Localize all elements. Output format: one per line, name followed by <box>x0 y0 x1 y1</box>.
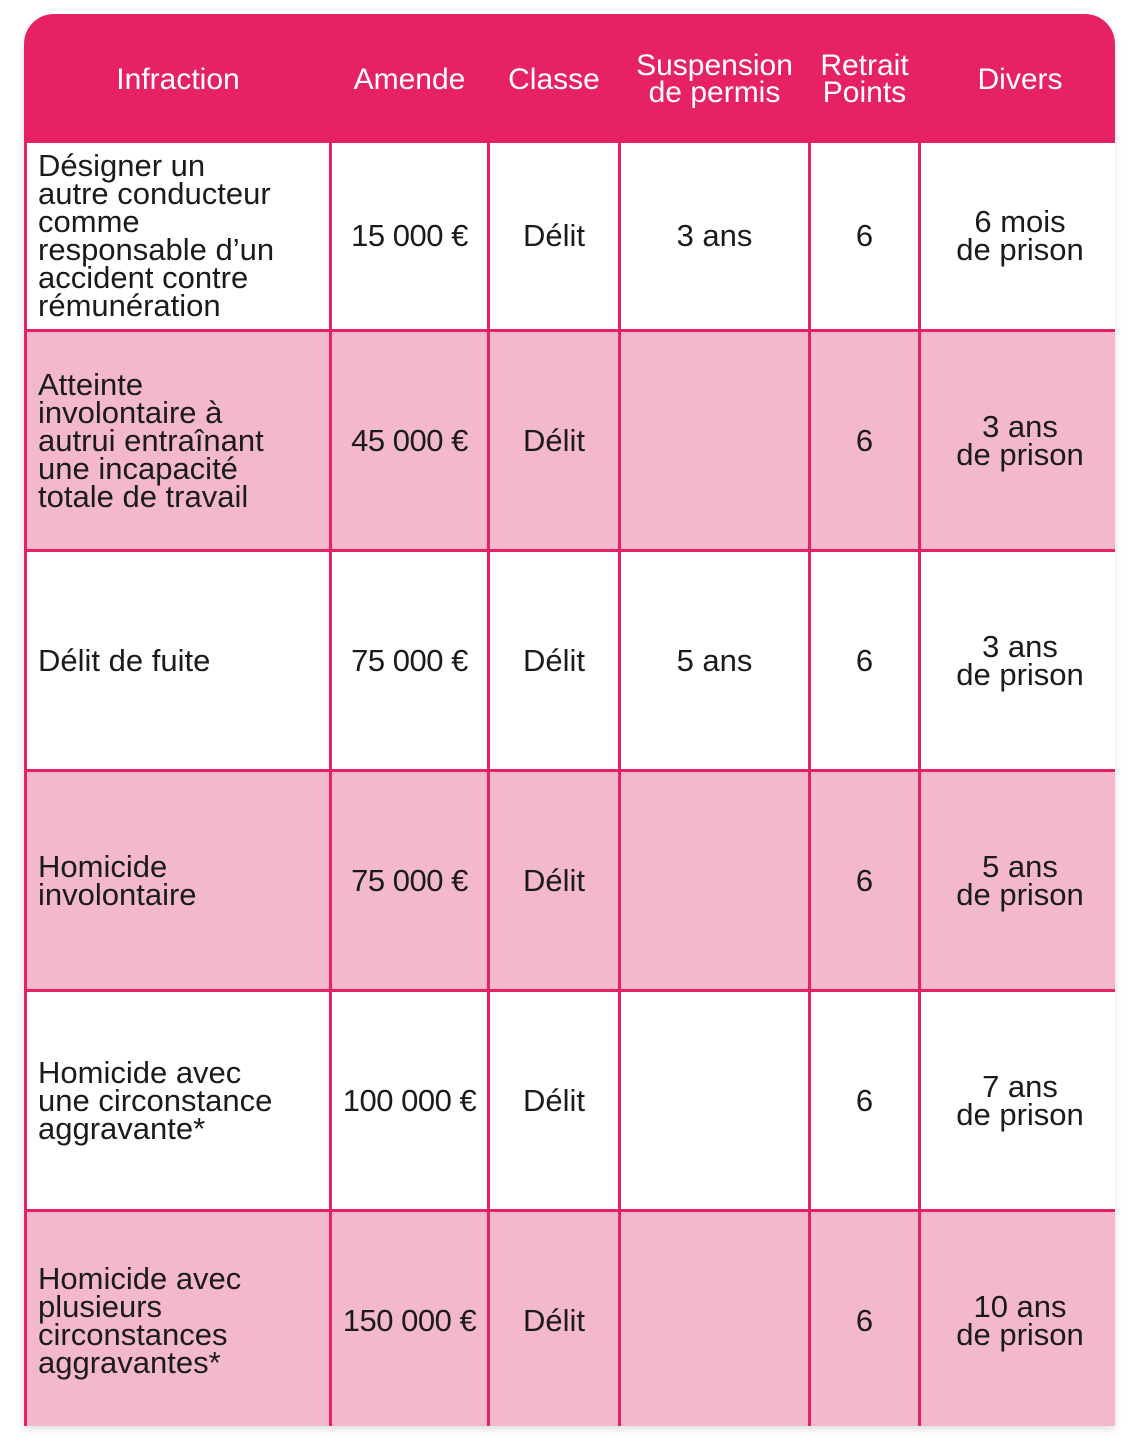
points-value: 6 <box>855 1302 874 1338</box>
header-suspension-line: Suspension <box>636 49 793 82</box>
infraction-text <box>38 148 275 323</box>
suspension-value: 5 ans <box>676 642 753 678</box>
header-classe-line: Classe <box>508 62 600 96</box>
cell-points <box>811 332 918 549</box>
header-classe-label <box>508 62 600 96</box>
divers-text <box>956 848 1084 912</box>
infraction-line: une circonstance <box>38 1082 273 1118</box>
infraction-line: Homicide avec <box>38 1054 242 1090</box>
amende-value: 15 000 € <box>351 218 468 253</box>
divers-line: 10 ans <box>973 1288 1067 1324</box>
header-amende-line: Amende <box>353 62 466 96</box>
infraction-line: accident contre <box>38 260 249 295</box>
header-infraction <box>27 14 329 140</box>
cell-amende <box>332 552 487 769</box>
cell-infraction <box>27 552 329 769</box>
points-value: 6 <box>855 422 874 458</box>
cell-suspension <box>621 992 808 1209</box>
cell-amende <box>332 332 487 549</box>
cell-infraction <box>27 143 329 329</box>
infraction-line: Homicide <box>38 848 168 884</box>
infraction-line: Délit de fuite <box>38 642 211 678</box>
divers-text <box>956 1288 1084 1352</box>
amende-value: 100 000 € <box>342 1082 477 1118</box>
header-divers <box>921 14 1115 140</box>
divers-line: de prison <box>956 1096 1084 1132</box>
divers-line: de prison <box>956 876 1084 912</box>
cell-divers <box>921 992 1115 1209</box>
divers-text <box>956 628 1084 692</box>
classe-value: Délit <box>522 1302 585 1338</box>
cell-classe <box>490 552 618 769</box>
header-points <box>811 14 918 140</box>
header-suspension <box>621 14 808 140</box>
classe-value: Délit <box>522 218 585 253</box>
infraction-line: involontaire <box>38 876 197 912</box>
amende-value: 75 000 € <box>351 642 468 678</box>
cell-suspension <box>621 332 808 549</box>
infraction-line: aggravante* <box>38 1110 206 1146</box>
header-suspension-line: de permis <box>648 76 781 109</box>
points-value: 6 <box>855 862 874 898</box>
divers-text <box>956 204 1084 267</box>
cell-suspension <box>621 552 808 769</box>
divers-line: de prison <box>956 1316 1084 1352</box>
infraction-line: involontaire à <box>38 394 223 430</box>
infraction-line: plusieurs <box>38 1288 163 1324</box>
amende-value: 75 000 € <box>351 862 468 898</box>
suspension-value: 3 ans <box>676 218 753 253</box>
infraction-line: autre conducteur <box>38 176 271 211</box>
cell-points <box>811 143 918 329</box>
header-infraction-line: Infraction <box>116 62 240 96</box>
cell-amende <box>332 1212 487 1426</box>
cell-points <box>811 1212 918 1426</box>
divers-line: 7 ans <box>982 1068 1058 1104</box>
header-suspension-label <box>636 49 793 109</box>
infraction-text <box>38 642 211 678</box>
cell-points <box>811 772 918 989</box>
divers-text <box>956 408 1084 472</box>
cell-classe <box>490 143 618 329</box>
cell-points <box>811 552 918 769</box>
cell-classe <box>490 992 618 1209</box>
infraction-line: Atteinte <box>38 366 144 402</box>
cell-divers <box>921 772 1115 989</box>
infraction-line: Désigner un <box>38 148 206 183</box>
cell-infraction <box>27 332 329 549</box>
infraction-text <box>38 1260 242 1380</box>
classe-value: Délit <box>522 862 585 898</box>
header-divers-line: Divers <box>977 62 1063 96</box>
divers-line: 3 ans <box>982 408 1058 444</box>
cell-classe <box>490 1212 618 1426</box>
cell-infraction <box>27 772 329 989</box>
header-classe <box>490 14 618 140</box>
divers-line: de prison <box>956 656 1084 692</box>
classe-value: Délit <box>522 1082 585 1118</box>
cell-divers <box>921 552 1115 769</box>
divers-line: 3 ans <box>982 628 1058 664</box>
infraction-text <box>38 1054 273 1146</box>
classe-value: Délit <box>522 422 585 458</box>
cell-classe <box>490 332 618 549</box>
cell-amende <box>332 772 487 989</box>
infraction-text <box>38 848 197 912</box>
points-value: 6 <box>855 218 874 253</box>
divers-line: de prison <box>956 436 1084 472</box>
amende-value: 45 000 € <box>351 422 468 458</box>
points-value: 6 <box>855 642 874 678</box>
amende-value: 150 000 € <box>342 1302 477 1338</box>
divers-line: de prison <box>956 232 1084 267</box>
header-infraction-label <box>116 62 240 96</box>
infraction-line: Homicide avec <box>38 1260 242 1296</box>
divers-line: 6 mois <box>974 204 1066 239</box>
header-points-line: Points <box>822 76 907 109</box>
infraction-line: autrui entraînant <box>38 422 264 458</box>
cell-infraction <box>27 1212 329 1426</box>
penalties-table-frame <box>24 14 1115 1426</box>
cell-amende <box>332 992 487 1209</box>
cell-divers <box>921 143 1115 329</box>
cell-suspension <box>621 143 808 329</box>
cell-classe <box>490 772 618 989</box>
cell-suspension <box>621 1212 808 1426</box>
infraction-line: comme <box>38 204 140 239</box>
cell-infraction <box>27 992 329 1209</box>
divers-line: 5 ans <box>982 848 1058 884</box>
infraction-line: rémunération <box>38 288 221 323</box>
infraction-text <box>38 366 264 514</box>
cell-divers <box>921 1212 1115 1426</box>
points-value: 6 <box>855 1082 874 1118</box>
infraction-line: aggravantes* <box>38 1344 221 1380</box>
infraction-line: responsable d’un <box>38 232 275 267</box>
infraction-line: totale de travail <box>38 478 249 514</box>
header-points-label <box>820 49 909 109</box>
cell-amende <box>332 143 487 329</box>
header-amende-label <box>353 62 466 96</box>
cell-suspension <box>621 772 808 989</box>
header-divers-label <box>977 62 1063 96</box>
cell-divers <box>921 332 1115 549</box>
divers-text <box>956 1068 1084 1132</box>
cell-points <box>811 992 918 1209</box>
penalties-table <box>24 14 1115 1426</box>
infraction-line: circonstances <box>38 1316 228 1352</box>
header-amende <box>332 14 487 140</box>
infraction-line: une incapacité <box>38 450 238 486</box>
header-points-line: Retrait <box>820 49 909 82</box>
classe-value: Délit <box>522 642 585 678</box>
